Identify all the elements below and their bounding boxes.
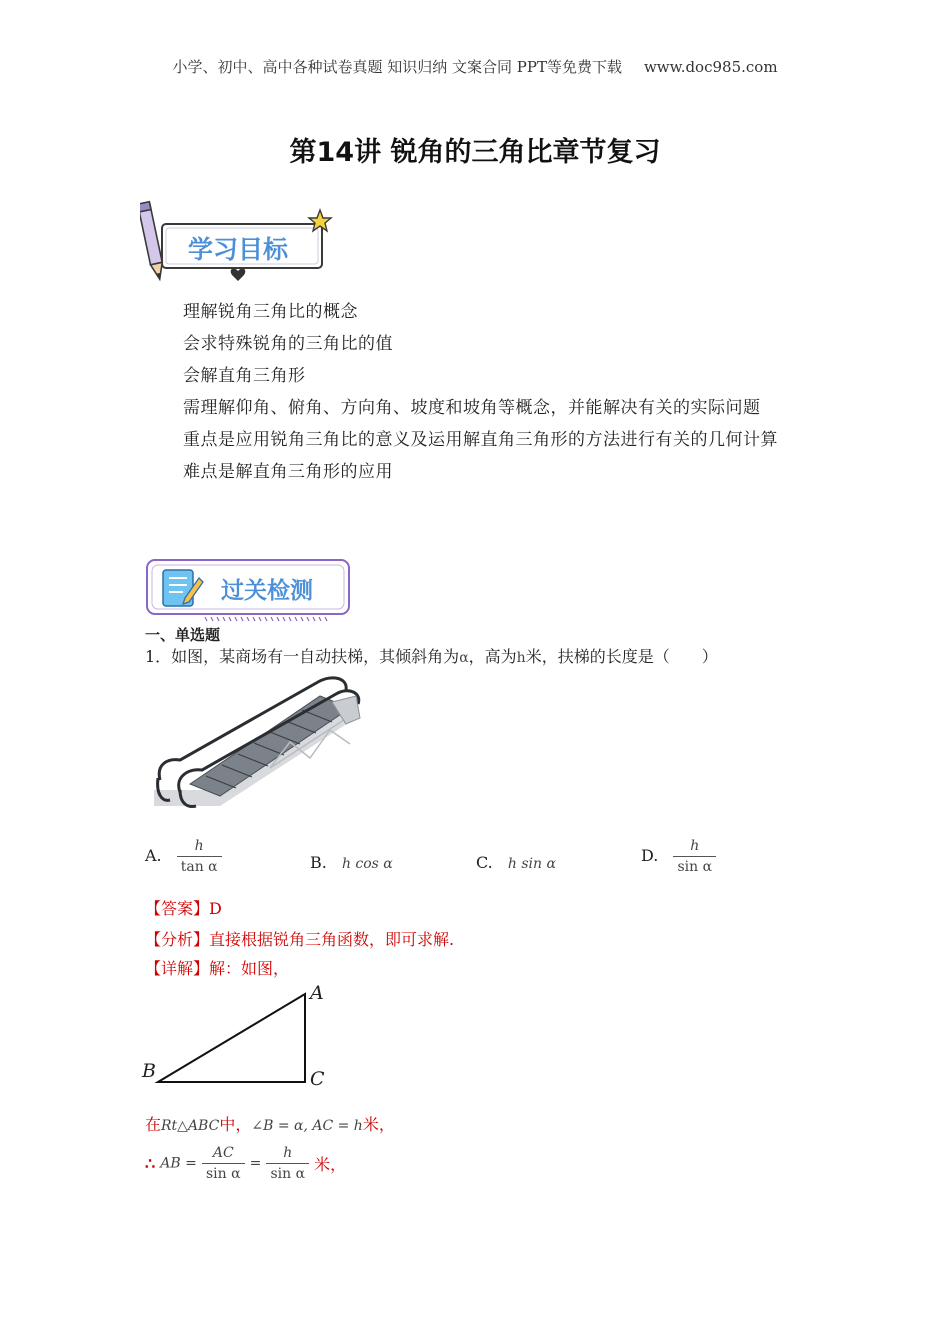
option-b-expression: h cos α <box>341 856 393 872</box>
header-site: www.doc985.com <box>643 58 778 76</box>
step2-numerator-2: h <box>283 1145 293 1161</box>
question-1 <box>145 644 718 667</box>
alpha-symbol: α <box>459 650 469 666</box>
objective-item: 会解直角三角形 <box>183 366 306 386</box>
learning-goals-label: 学习目标 <box>188 235 289 264</box>
option-c-label: C. <box>476 853 493 872</box>
option-b[interactable] <box>310 838 393 872</box>
learning-goals-badge <box>140 198 340 288</box>
page-header <box>0 56 950 77</box>
analysis-line: 【分析】直接根据锐角三角函数，即可求解. <box>145 930 455 949</box>
step2-lhs: AB = <box>160 1155 197 1172</box>
vertex-c-label: C <box>310 1068 325 1090</box>
step1-rt-triangle: Rt△ABC <box>161 1118 220 1134</box>
detail-line: 【详解】解：如图， <box>145 959 290 978</box>
section-heading: 一、单选题 <box>145 626 221 644</box>
check-test-badge <box>145 558 351 622</box>
option-d-denominator: sin α <box>673 856 716 875</box>
solution-step-1 <box>145 1112 395 1135</box>
header-text: 小学、初中、高中各种试卷真题 知识归纳 文案合同 PPT等免费下载 <box>172 58 622 76</box>
check-test-label: 过关检测 <box>221 578 313 604</box>
escalator-image <box>150 672 362 812</box>
h-symbol: h <box>516 650 526 666</box>
option-a-numerator: h <box>194 838 204 854</box>
option-c[interactable] <box>476 838 556 872</box>
solution-step-2 <box>145 1145 346 1182</box>
triangle-figure <box>140 980 340 1090</box>
step1-mid: 中， <box>219 1115 252 1134</box>
option-a[interactable] <box>145 838 222 875</box>
option-d[interactable] <box>641 838 716 875</box>
option-c-expression: h sin α <box>507 856 556 872</box>
objective-item: 会求特殊锐角的三角比的值 <box>183 334 393 354</box>
step2-fraction-2 <box>266 1145 309 1182</box>
option-a-denominator: tan α <box>177 856 222 875</box>
option-b-label: B. <box>310 853 327 872</box>
step2-post: 米， <box>314 1155 347 1174</box>
question-prefix: 1．如图，某商场有一自动扶梯，其倾斜角为 <box>145 647 460 666</box>
objective-item: 重点是应用锐角三角比的意义及运用解直角三角形的方法进行有关的几何计算 <box>183 430 778 450</box>
option-d-fraction <box>673 838 716 875</box>
vertex-b-label: B <box>142 1060 156 1082</box>
objectives-list <box>145 296 810 488</box>
step1-pre: 在 <box>145 1115 162 1134</box>
step2-numerator-1: AC <box>212 1145 234 1161</box>
question-mid: ，高为 <box>468 647 517 666</box>
step1-post: 米， <box>362 1115 395 1134</box>
option-d-numerator: h <box>690 838 700 854</box>
option-d-label: D. <box>641 846 659 865</box>
step2-denominator-1: sin α <box>202 1163 245 1182</box>
step2-denominator-2: sin α <box>266 1163 309 1182</box>
vertex-a-label: A <box>310 982 324 1004</box>
objective-item: 难点是解直角三角形的应用 <box>183 462 393 482</box>
question-suffix: 米，扶梯的长度是（ ） <box>525 647 718 666</box>
objective-item: 理解锐角三角比的概念 <box>183 302 358 322</box>
escalator-illustration <box>150 672 362 812</box>
option-a-label: A. <box>145 846 162 865</box>
objective-item: 需理解仰角、俯角、方向角、坡度和坡角等概念，并能解决有关的实际问题 <box>183 398 761 418</box>
answer-line: 【答案】D <box>145 899 222 918</box>
option-a-fraction <box>177 838 222 875</box>
step2-equals: = <box>249 1155 262 1172</box>
page-title: 第14讲 锐角的三角比章节复习 <box>289 137 661 168</box>
step1-condition: ∠B = α, AC = h <box>251 1118 363 1134</box>
step2-fraction-1 <box>202 1145 245 1182</box>
therefore-symbol: ∴ <box>145 1154 156 1173</box>
